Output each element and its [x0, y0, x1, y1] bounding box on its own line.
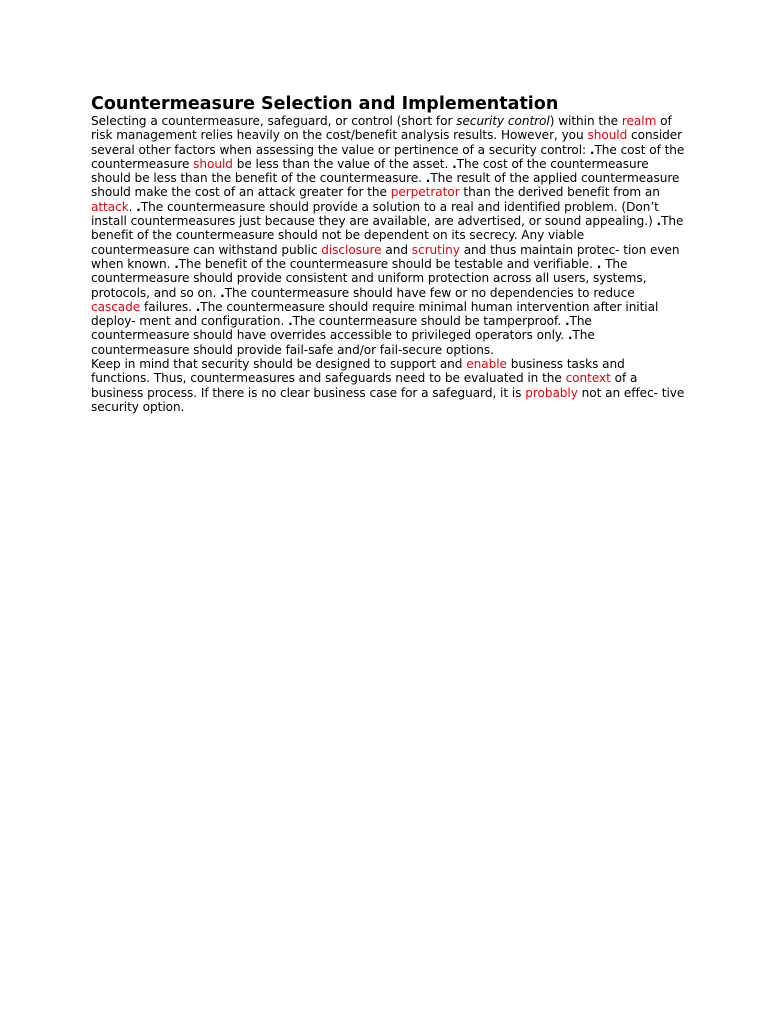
highlighted-word: probably	[525, 385, 578, 400]
body-paragraph	[91, 357, 686, 414]
text-run: The countermeasure should be tamperproof.	[292, 314, 565, 329]
text-run: and thus maintain protec- tion even when known.	[91, 242, 680, 271]
bullet-marker: .	[452, 156, 457, 171]
highlighted-word: should	[193, 156, 233, 171]
text-run: and	[381, 242, 412, 257]
text-run: The benefit of the countermeasure should be testable and verifiable.	[178, 256, 597, 271]
bullet-marker: .	[174, 256, 179, 271]
text-run: The countermeasure should provide consistent and uniform protection across all users, systems, protocols, and so on.	[91, 256, 647, 300]
body-paragraph	[91, 114, 686, 357]
bullet-marker: .	[596, 256, 602, 271]
highlighted-word: cascade	[91, 299, 141, 314]
text-run: Keep in mind that security should be designed to support and	[91, 357, 467, 372]
text-run: The result of the applied countermeasure should make the cost of an attack greater for the	[91, 171, 680, 200]
bullet-marker: .	[195, 299, 201, 314]
text-run: The countermeasure should require minimal human intervention after initial deploy- ment and configuration.	[91, 299, 659, 329]
emphasis-text: security control	[456, 114, 550, 128]
text-run: than the derived benefit from an	[459, 185, 660, 200]
text-run: The countermeasure should have overrides accessible to privileged operators only.	[91, 314, 592, 343]
text-run: The cost of the countermeasure	[91, 142, 685, 171]
text-run: Selecting a countermeasure, safeguard, or control (short for	[91, 114, 457, 128]
text-run: business tasks and functions. Thus, countermeasures and safeguards need to be evaluated in the	[91, 357, 625, 386]
text-run: of risk management relies heavily on the cost/benefit analysis results. However, you	[91, 114, 672, 143]
text-run: The countermeasure should provide a solution to a real and identified problem. (Don’t install countermeasures just because they are available, are advertised, or sound appealing.)	[91, 199, 659, 229]
bullet-marker: .	[589, 142, 595, 157]
bullet-marker: .	[564, 314, 570, 329]
text-run: not an effec- tive security option.	[91, 385, 685, 414]
text-run: of a business process. If there is no clear business case for a safeguard, it is	[91, 371, 638, 400]
bullet-marker: .	[656, 214, 662, 229]
highlighted-word: enable	[466, 357, 507, 372]
document-title: Countermeasure Selection and Implementation	[91, 94, 559, 114]
highlighted-word: context	[565, 371, 611, 386]
highlighted-word: disclosure	[321, 242, 382, 257]
text-run: The countermeasure should have few or no dependencies to reduce	[224, 285, 635, 300]
document-page	[91, 94, 686, 414]
highlighted-word: attack	[91, 199, 129, 214]
bullet-marker: .	[567, 328, 573, 343]
highlighted-word: realm	[621, 114, 657, 128]
bullet-marker: .	[136, 199, 141, 214]
bullet-marker: .	[220, 285, 225, 300]
text-run: The benefit of the countermeasure should not be dependent on its secrecy. Any viable countermeasure can withstand public	[91, 214, 684, 257]
highlighted-word: scrutiny	[411, 242, 460, 257]
bullet-marker: .	[288, 314, 293, 329]
highlighted-word: should	[587, 128, 628, 143]
highlighted-word: perpetrator	[390, 185, 460, 200]
text-run: be less than the value of the asset.	[232, 156, 453, 171]
text-run: The cost of the countermeasure should be less than the benefit of the countermeasure.	[91, 156, 649, 186]
text-run: .	[128, 199, 137, 214]
text-run: failures.	[140, 299, 196, 314]
text-run: ) within the	[549, 114, 622, 128]
bullet-marker: .	[425, 171, 431, 186]
text-run: The countermeasure should provide fail-safe and/or fail-secure options.	[91, 328, 595, 357]
text-run: consider several other factors when assessing the value or pertinence of a security control:	[91, 128, 683, 157]
